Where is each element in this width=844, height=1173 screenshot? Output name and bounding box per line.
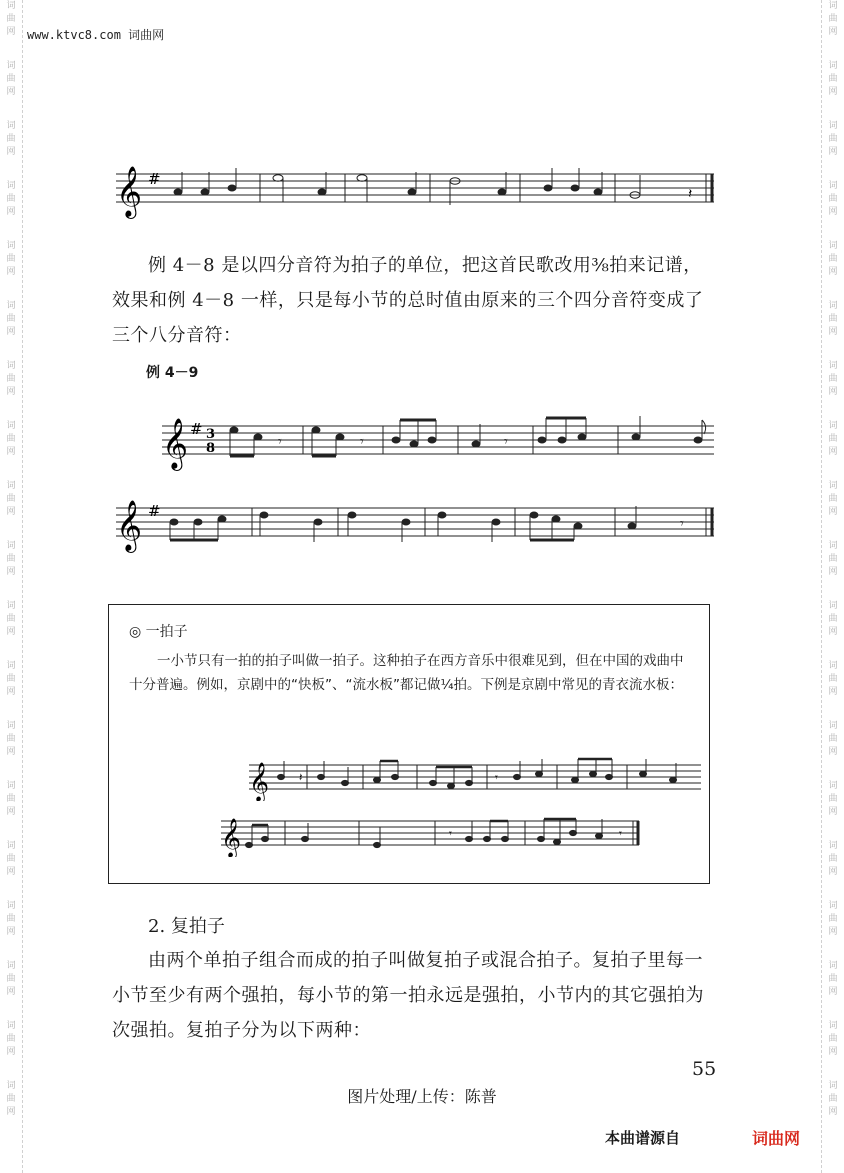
box-title: ◎ 一拍子	[129, 624, 188, 640]
one-beat-note-box	[108, 604, 710, 884]
watermark-mark: 词 曲 网	[6, 61, 16, 97]
watermark-mark: 词 曲 网	[6, 961, 16, 997]
treble-clef-icon: 𝄞	[116, 500, 143, 551]
eighth-rest-icon: 𝄾	[680, 516, 684, 532]
site-header-url: www.ktvc8.com 词曲网	[27, 28, 165, 42]
quarter-rest-icon: 𝄽	[299, 771, 303, 784]
watermark-mark: 词 曲 网	[828, 961, 838, 997]
eighth-rest-icon: 𝄾	[619, 827, 622, 840]
watermark-mark: 词 曲 网	[828, 1021, 838, 1057]
watermark-mark: 词 曲 网	[6, 1021, 16, 1057]
treble-clef-icon: 𝄞	[162, 418, 189, 469]
watermark-mark: 词 曲 网	[828, 781, 838, 817]
eighth-rest-icon: 𝄾	[449, 827, 452, 840]
right-watermark-strip	[821, 0, 844, 1173]
watermark-mark: 词 曲 网	[6, 181, 16, 217]
source-label: 本曲谱源自	[605, 1129, 681, 1147]
example-label-4-9: 例 4－9	[146, 365, 199, 381]
time-signature-top: 3	[206, 427, 216, 442]
watermark-mark: 词 曲 网	[6, 481, 16, 517]
watermark-mark: 词 曲 网	[6, 241, 16, 277]
watermark-mark: 词 曲 网	[6, 901, 16, 937]
watermark-mark: 词 曲 网	[828, 421, 838, 457]
treble-clef-icon: 𝄞	[249, 762, 270, 801]
staff-example-4-8	[110, 160, 720, 220]
staff-qingyi-liushuiban-line1	[247, 755, 703, 801]
treble-clef-icon: 𝄞	[116, 166, 143, 217]
watermark-mark: 词 曲 网	[828, 901, 838, 937]
watermark-mark: 词 曲 网	[828, 841, 838, 877]
source-site-link[interactable]: 词曲网	[752, 1129, 801, 1148]
staff-qingyi-liushuiban-line2	[219, 811, 643, 857]
page-number: 55	[692, 1058, 717, 1080]
watermark-mark: 词 曲 网	[6, 1, 16, 37]
watermark-mark: 词 曲 网	[6, 121, 16, 157]
paragraph-compound-meter: 由两个单拍子组合而成的拍子叫做复拍子或混合拍子。复拍子里每一小节至少有两个强拍，每小节的第一拍永远是强拍，小节内的其它强拍为次强拍。复拍子分为以下两种：	[112, 950, 704, 1041]
eighth-rest-icon: 𝄾	[278, 434, 282, 450]
watermark-mark: 词 曲 网	[828, 61, 838, 97]
watermark-mark: 词 曲 网	[6, 1081, 16, 1117]
watermark-mark: 词 曲 网	[828, 481, 838, 517]
watermark-mark: 词 曲 网	[6, 361, 16, 397]
staff-example-4-9-line2	[110, 494, 720, 554]
box-text: 一小节只有一拍的拍子叫做一拍子。这种拍子在西方音乐中很难见到，但在中国的戏曲中十分普遍。例如，京剧中的“快板”、“流水板”都记做¼拍。下例是京剧中常见的青衣流水板：	[129, 653, 684, 693]
watermark-mark: 词 曲 网	[6, 421, 16, 457]
watermark-mark: 词 曲 网	[828, 1, 838, 37]
left-watermark-strip	[0, 0, 23, 1173]
watermark-mark: 词 曲 网	[6, 841, 16, 877]
watermark-mark: 词 曲 网	[828, 661, 838, 697]
watermark-mark: 词 曲 网	[828, 721, 838, 757]
key-signature-sharp: #	[148, 502, 161, 520]
watermark-mark: 词 曲 网	[6, 661, 16, 697]
watermark-mark: 词 曲 网	[6, 301, 16, 337]
watermark-mark: 词 曲 网	[828, 1081, 838, 1117]
watermark-mark: 词 曲 网	[828, 241, 838, 277]
watermark-mark: 词 曲 网	[828, 301, 838, 337]
key-signature-sharp: #	[148, 170, 161, 188]
eighth-rest-icon: 𝄾	[495, 771, 498, 784]
watermark-mark: 词 曲 网	[828, 601, 838, 637]
watermark-mark: 词 曲 网	[6, 541, 16, 577]
watermark-mark: 词 曲 网	[828, 541, 838, 577]
watermark-mark: 词 曲 网	[828, 121, 838, 157]
staff-example-4-9-line1	[158, 412, 718, 472]
eighth-rest-icon: 𝄾	[504, 434, 508, 450]
watermark-mark: 词 曲 网	[828, 181, 838, 217]
key-signature-sharp: #	[190, 420, 203, 438]
paragraph-4-9-intro: 例 4－8 是以四分音符为拍子的单位，把这首民歌改用⅜拍来记谱，效果和例 4－8 一样，只是每小节的总时值由原来的三个四分音符变成了三个八分音符：	[112, 255, 704, 346]
watermark-mark: 词 曲 网	[828, 361, 838, 397]
watermark-mark: 词 曲 网	[6, 601, 16, 637]
section-heading-compound-meter: 2. 复拍子	[148, 916, 225, 937]
time-signature-bottom: 8	[206, 441, 216, 456]
quarter-rest-icon: 𝄽	[688, 186, 693, 202]
watermark-mark: 词 曲 网	[6, 781, 16, 817]
upload-credit: 图片处理/上传：陈普	[347, 1087, 497, 1106]
eighth-rest-icon: 𝄾	[360, 434, 364, 450]
watermark-mark: 词 曲 网	[6, 721, 16, 757]
treble-clef-icon: 𝄞	[221, 818, 242, 857]
